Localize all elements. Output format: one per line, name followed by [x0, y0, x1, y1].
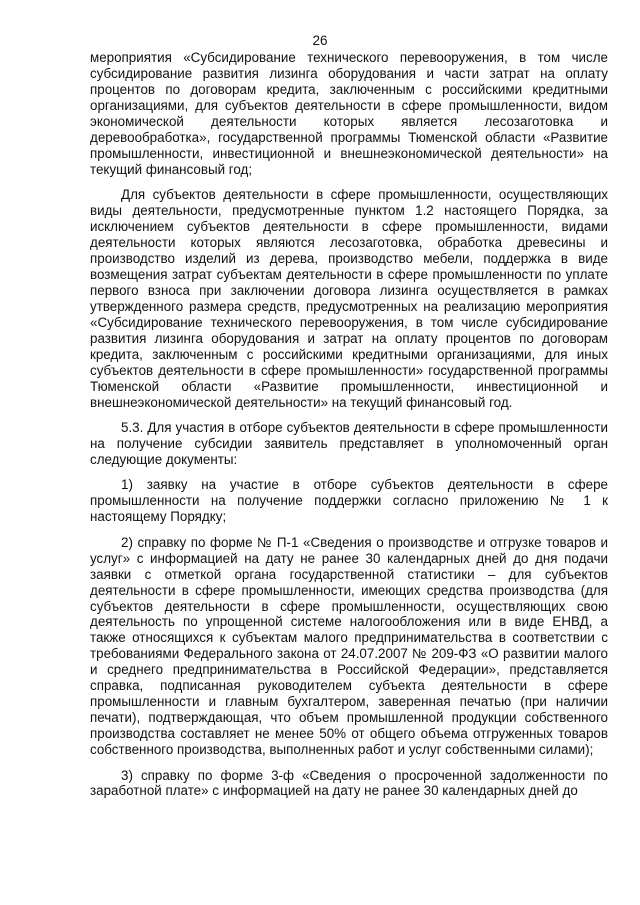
- document-body: [90, 50, 608, 809]
- paragraph-continuation: мероприятия «Субсидирование технического перевооружения, в том числе субсидирование развития лизинга оборудования и части затрат на оплату процентов по договорам кредита, заключенным с российскими кредитными организациями, для субъектов деятельности в сфере промышленности, видом экономической деятельности которых является лесозаготовка и деревообработка», государственной программы Тюменской области «Развитие промышленности, инвестиционной и внешнеэкономической деятельности» на текущий финансовый год;: [90, 50, 608, 177]
- paragraph-section-5-3: 5.3. Для участия в отборе субъектов деятельности в сфере промышленности на получение субсидии заявитель представляет в уполномоченный орган следующие документы:: [90, 419, 608, 467]
- list-item-form-p1: 2) справку по форме № П-1 «Сведения о производстве и отгрузке товаров и услуг» с информацией на дату не ранее 30 календарных дней до дня подачи заявки с отметкой органа государственной статистики – для субъектов деятельности в сфере промышленности, имеющих средства производства (для субъектов деятельности в сфере промышленности, осуществляющих свою деятельность по упрощенной системе налогообложения или в виде ЕНВД, а также относящихся к субъектам малого предпринимательства в соответствии с требованиями Федерального закона от 24.07.2007 № 209-ФЗ «О развитии малого и среднего предпринимательства в Российской Федерации», представляется справка, подписанная руководителем субъекта деятельности в сфере промышленности и главным бухгалтером, заверенная печатью (при наличии печати), подтверждающая, что объем промышленной продукции собственного производства составляет не менее 50% от общего объема отгруженных товаров собственного производства, выполненных работ и услуг собственными силами);: [90, 534, 608, 758]
- list-item-application: 1) заявку на участие в отборе субъектов деятельности в сфере промышленности на получение поддержки согласно приложению № 1 к настоящему Порядку;: [90, 477, 608, 525]
- paragraph-leasing-support: Для субъектов деятельности в сфере промышленности, осуществляющих виды деятельности, предусмотренные пунктом 1.2 настоящего Порядка, за исключением субъектов деятельности в сфере промышленности, видами деятельности которых являются лесозаготовка, обработка древесины и производство изделий из дерева, производство мебели, поддержка в виде возмещения затрат субъектам деятельности в сфере промышленности по уплате первого взноса при заключении договора лизинга осуществляется в рамках утвержденного размера средств, предусмотренных на реализацию мероприятия «Субсидирование технического перевооружения, в том числе субсидирование развития лизинга оборудования и затрат на оплату процентов по договорам кредита, заключенным с российскими кредитными организациями, для иных субъектов деятельности в сфере промышленности» государственной программы Тюменской области «Развитие промышленности, инвестиционной и внешнеэкономической деятельности» на текущий финансовый год.: [90, 187, 608, 410]
- list-item-form-3f: 3) справку по форме 3-ф «Сведения о просроченной задолженности по заработной плате» с информацией на дату не ранее 30 календарных дней до: [90, 767, 608, 799]
- page-number: 26: [312, 33, 328, 48]
